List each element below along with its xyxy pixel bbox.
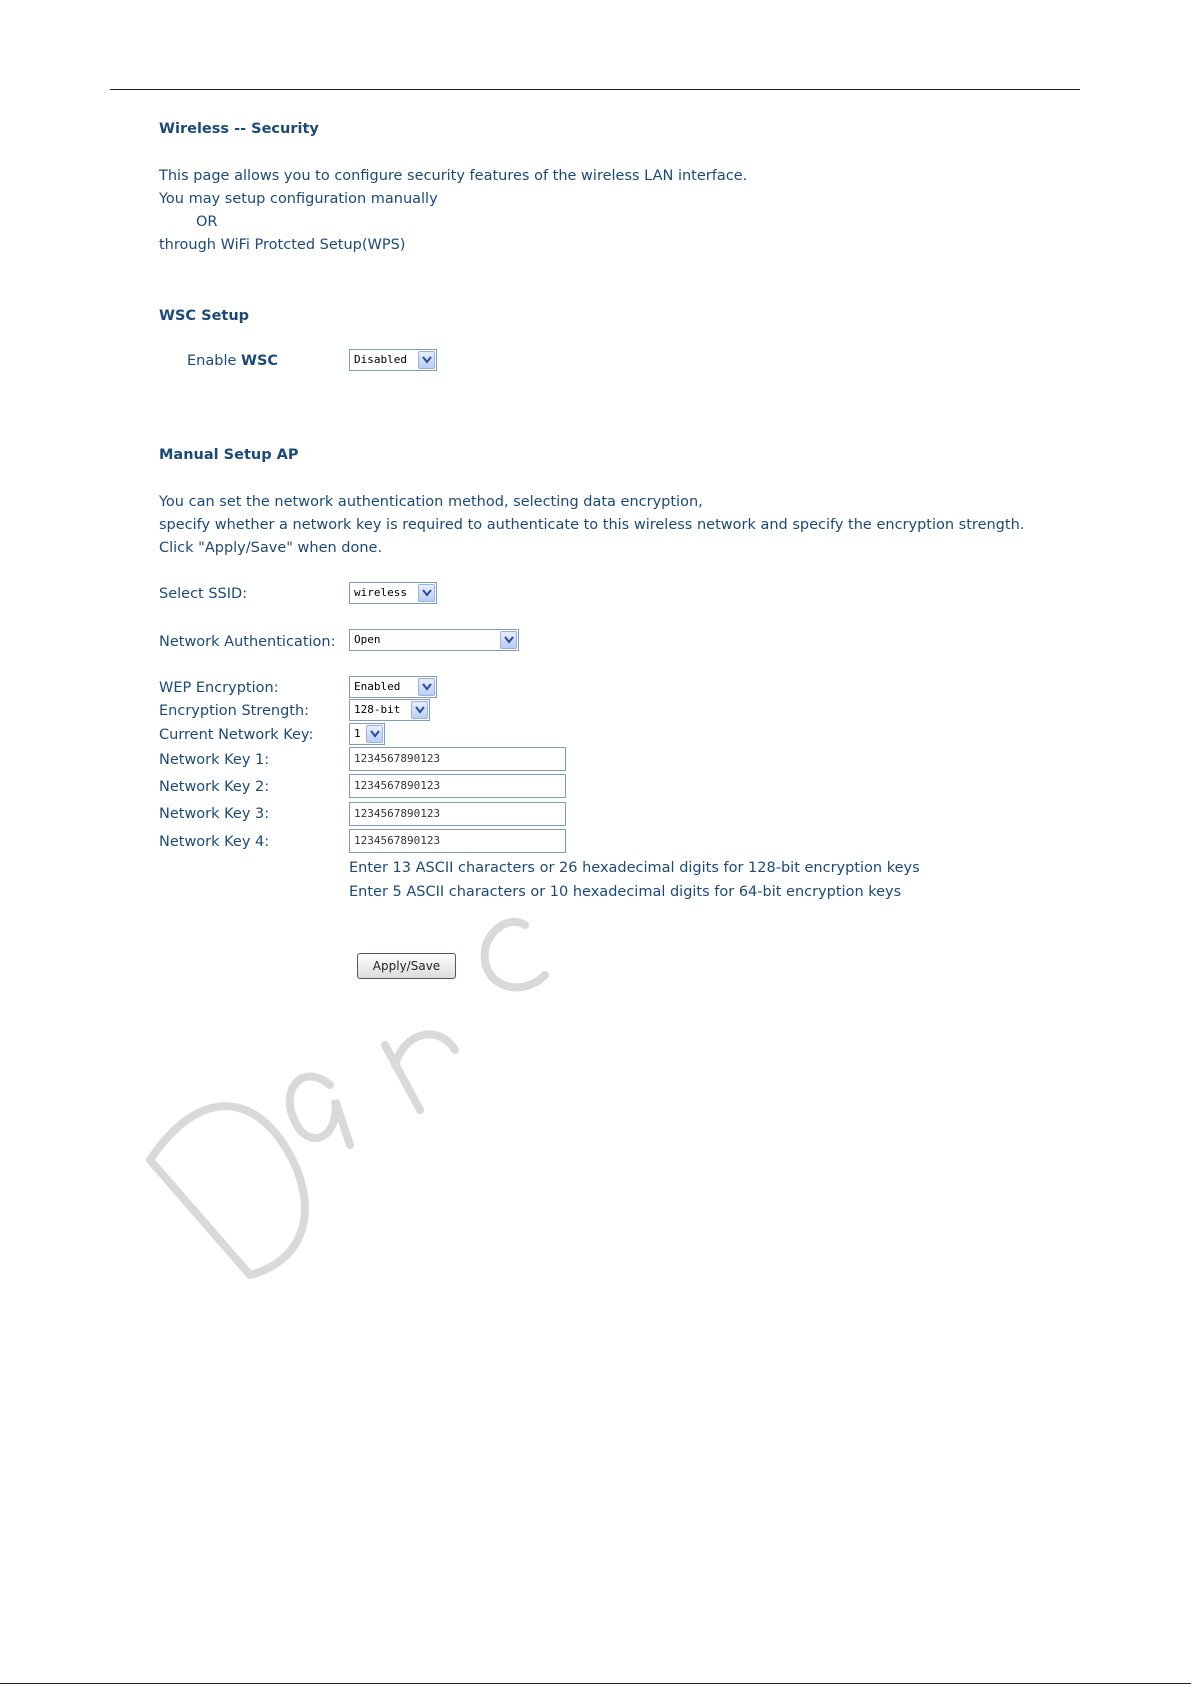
network-authentication-select[interactable]	[349, 629, 519, 651]
wep-encryption-select[interactable]	[349, 676, 437, 698]
chevron-down-icon	[411, 701, 428, 719]
wep-encryption-label: WEP Encryption:	[159, 680, 279, 696]
enable-wsc-label: Enable WSC	[187, 353, 279, 369]
chevron-down-icon	[418, 678, 435, 696]
chevron-down-icon	[418, 351, 435, 369]
encryption-strength-select[interactable]	[349, 699, 430, 721]
manual-desc-line1: You can set the network authentication method, selecting data encryption,	[159, 494, 703, 510]
enable-wsc-select[interactable]	[349, 349, 437, 371]
network-key-4-label: Network Key 4:	[159, 834, 270, 850]
apply-save-button[interactable]: Apply/Save	[357, 953, 456, 979]
intro-text-line3: through WiFi Protcted Setup(WPS)	[159, 237, 406, 253]
wsc-setup-heading: WSC Setup	[159, 308, 250, 324]
chevron-down-icon	[366, 725, 383, 743]
manual-desc-line3: Click "Apply/Save" when done.	[159, 540, 383, 556]
select-ssid-label: Select SSID:	[159, 586, 248, 602]
network-key-1-input[interactable]: 1234567890123	[349, 747, 566, 771]
network-key-2-label: Network Key 2:	[159, 779, 270, 795]
current-network-key-select[interactable]	[349, 723, 385, 745]
intro-or-text: OR	[196, 214, 218, 230]
current-network-key-value: 1	[354, 727, 361, 740]
network-key-2-input[interactable]: 1234567890123	[349, 774, 566, 798]
network-key-3-input[interactable]: 1234567890123	[349, 802, 566, 826]
chevron-down-icon	[418, 584, 435, 602]
network-key-3-label: Network Key 3:	[159, 806, 270, 822]
encryption-strength-label: Encryption Strength:	[159, 703, 310, 719]
network-key-1-label: Network Key 1:	[159, 752, 270, 768]
encryption-strength-value: 128-bit	[354, 703, 401, 716]
bottom-divider	[0, 1683, 1191, 1684]
page-title: Wireless -- Security	[159, 121, 319, 137]
network-authentication-value: Open	[354, 633, 381, 646]
intro-text-line2: You may setup configuration manually	[159, 191, 438, 207]
hint-64-bit: Enter 5 ASCII characters or 10 hexadecimal digits for 64-bit encryption keys	[349, 884, 902, 900]
ssid-select[interactable]	[349, 582, 437, 604]
current-network-key-label: Current Network Key:	[159, 727, 314, 743]
wep-encryption-value: Enabled	[354, 680, 401, 693]
ssid-value: wireless	[354, 586, 407, 599]
chevron-down-icon	[500, 631, 517, 649]
manual-desc-line2: specify whether a network key is required to authenticate to this wireless network and specify the encryption strength.	[159, 517, 1025, 533]
enable-wsc-value: Disabled	[354, 353, 407, 366]
network-key-4-input[interactable]: 1234567890123	[349, 829, 566, 853]
top-divider	[110, 89, 1080, 90]
network-authentication-label: Network Authentication:	[159, 634, 336, 650]
hint-128-bit: Enter 13 ASCII characters or 26 hexadecimal digits for 128-bit encryption keys	[349, 860, 920, 876]
intro-text-line1: This page allows you to configure security features of the wireless LAN interface.	[159, 168, 748, 184]
manual-setup-heading: Manual Setup AP	[159, 447, 299, 463]
